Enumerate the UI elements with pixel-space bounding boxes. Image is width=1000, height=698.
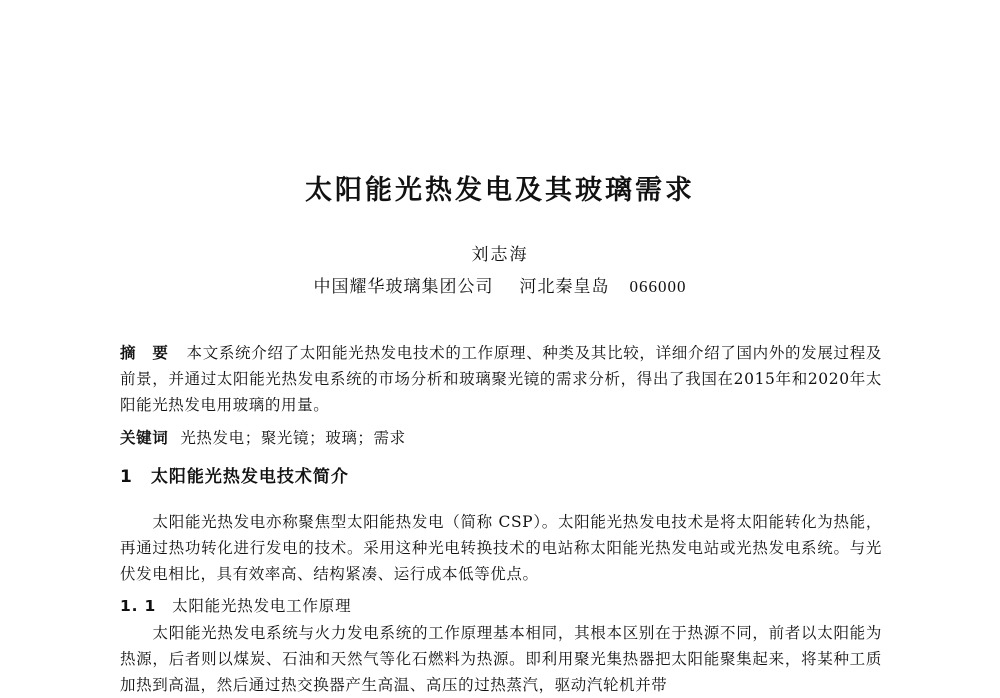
paper-title: 太阳能光热发电及其玻璃需求: [305, 175, 695, 206]
abstract-label: 摘 要: [120, 344, 169, 362]
affiliation-org: 中国耀华玻璃集团公司: [313, 277, 494, 297]
section-heading: [120, 462, 349, 487]
subsection-paragraph: 太阳能光热发电系统与火力发电系统的工作原理基本相同，其根本区别在于热源不同，前者以太阳能为热源，后者则以煤炭、石油和天然气等化石燃料为热源。即利用聚光集热器把太阳能聚集起来，将某种工质加热到高温，然后通过热交换器产生高温、高压的过热蒸汽，驱动汽轮机并带: [120, 624, 882, 694]
subsection-title: 太阳能光热发电工作原理: [172, 597, 352, 615]
keywords-label: 关键词: [120, 429, 169, 447]
keywords: [120, 425, 882, 451]
section-number: 1: [120, 467, 133, 487]
section-paragraph: 太阳能光热发电亦称聚焦型太阳能热发电（简称 CSP）。太阳能光热发电技术是将太阳能转化为热能，再通过热功转化进行发电的技术。采用这种光电转换技术的电站称太阳能光热发电站或光热发电系统。与光伏发电相比，具有效率高、结构紧凑、运行成本低等优点。: [120, 513, 882, 583]
affiliation-place: 河北秦皇岛: [519, 277, 610, 297]
subsection-heading: [120, 594, 351, 616]
section-title: 太阳能光热发电技术简介: [150, 467, 349, 487]
abstract-text: 本文系统介绍了太阳能光热发电技术的工作原理、种类及其比较，详细介绍了国内外的发展过程及前景，并通过太阳能光热发电系统的市场分析和玻璃聚光镜的需求分析，得出了我国在2015年和2020年太阳能光热发电用玻璃的用量。: [120, 344, 882, 414]
subsection-number: 1. 1: [120, 597, 157, 615]
keywords-text: 光热发电；聚光镜；玻璃；需求: [180, 429, 406, 447]
author-affiliation: [0, 272, 1000, 297]
author-name: 刘志海: [471, 245, 529, 265]
affiliation-postcode: 066000: [629, 277, 687, 296]
abstract: [120, 340, 882, 418]
